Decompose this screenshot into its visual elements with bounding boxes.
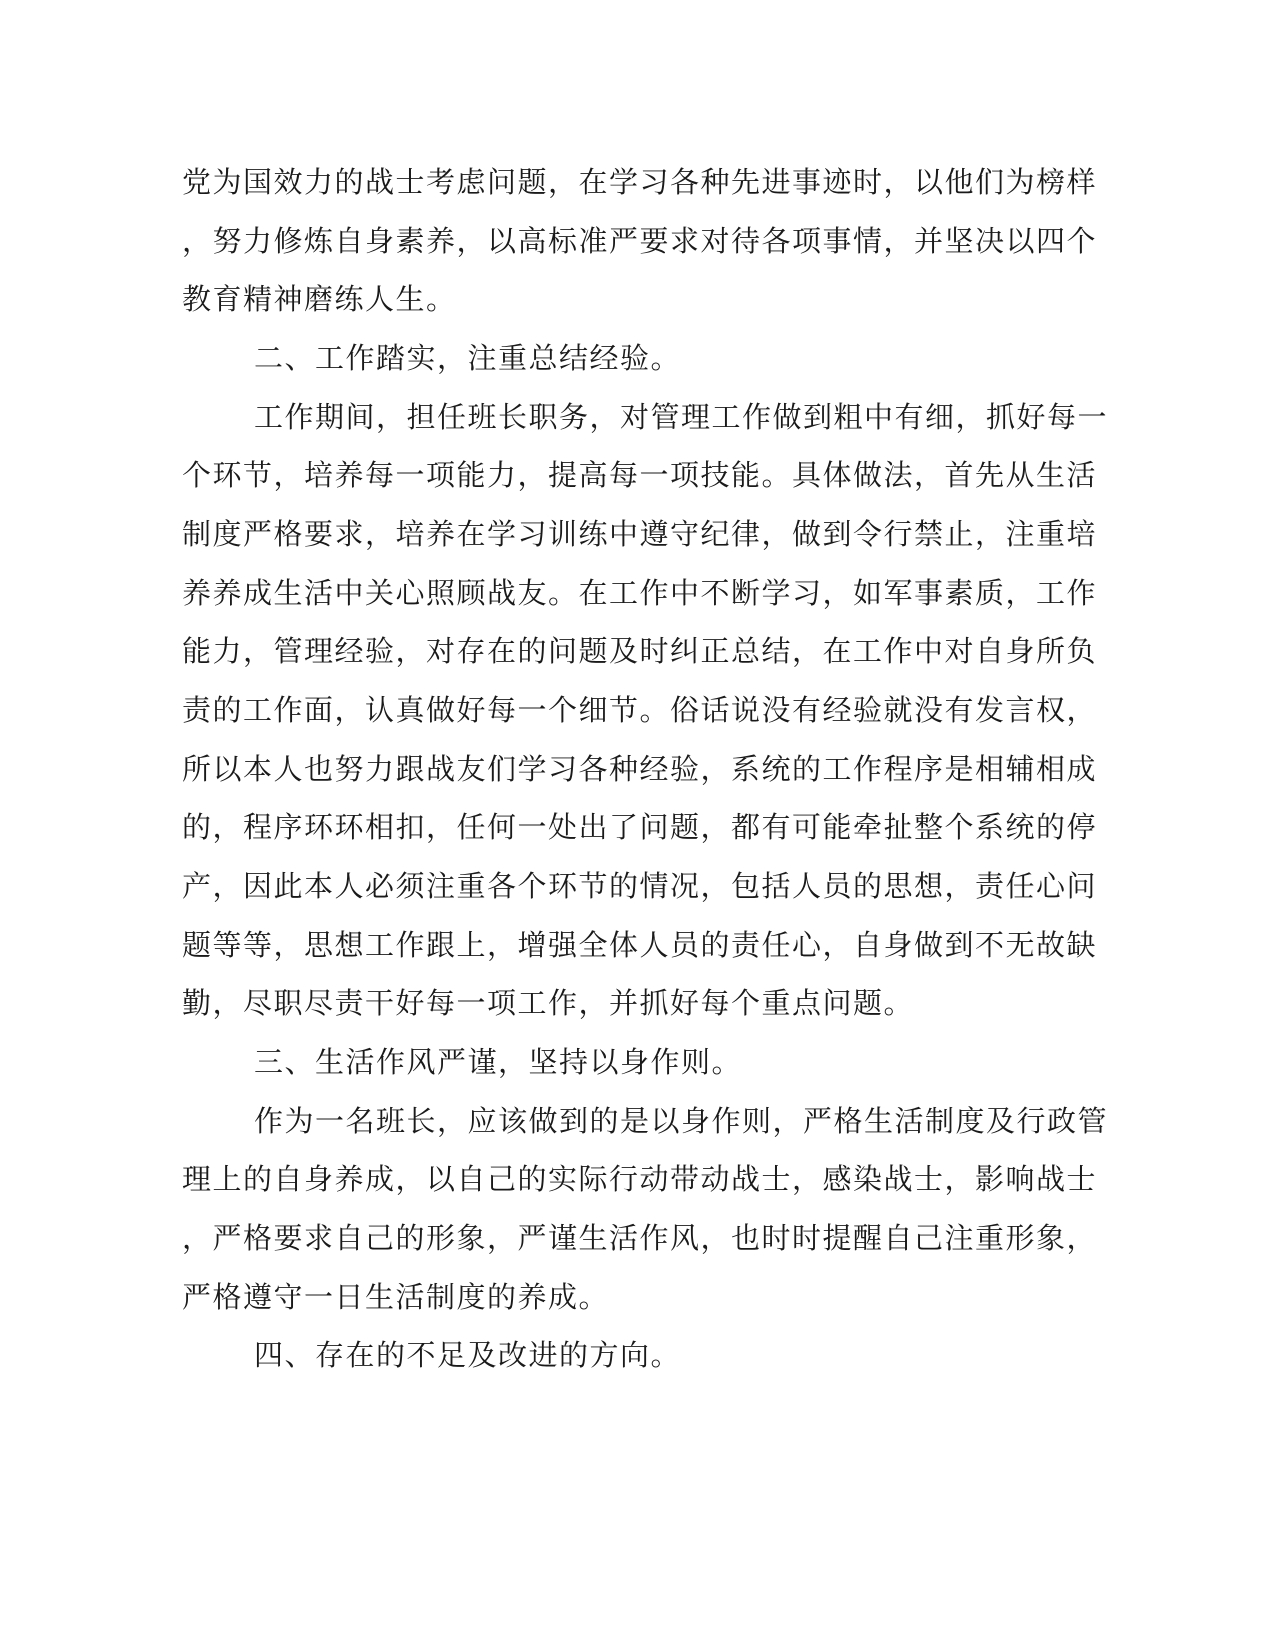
text-line: 教育精神磨练人生。 [182, 282, 457, 316]
text-line: 个环节，培养每一项能力，提高每一项技能。具体做法，首先从生活 [182, 458, 1098, 492]
text-line: 的，程序环环相扣，任何一处出了问题，都有可能牵扯整个系统的停 [182, 810, 1098, 844]
section-heading: 二、工作踏实，注重总结经验。 [254, 341, 682, 375]
text-line: 能力，管理经验，对存在的问题及时纠正总结，在工作中对自身所负 [182, 634, 1098, 668]
text-line: 所以本人也努力跟战友们学习各种经验，系统的工作程序是相辅相成 [182, 752, 1098, 786]
text-line: 养养成生活中关心照顾战友。在工作中不断学习，如军事素质，工作 [182, 576, 1098, 610]
text-line: ，严格要求自己的形象，严谨生活作风，也时时提醒自己注重形象， [182, 1221, 1098, 1255]
text-line: 责的工作面，认真做好每一个细节。俗话说没有经验就没有发言权， [182, 693, 1098, 727]
text-line: 作为一名班长，应该做到的是以身作则，严格生活制度及行政管 [254, 1104, 1109, 1138]
section-heading: 三、生活作风严谨，坚持以身作则。 [254, 1045, 743, 1079]
section-heading: 四、存在的不足及改进的方向。 [254, 1338, 682, 1372]
text-line: ，努力修炼自身素养，以高标准严要求对待各项事情，并坚决以四个 [182, 224, 1098, 258]
text-line: 题等等，思想工作跟上，增强全体人员的责任心，自身做到不无故缺 [182, 928, 1098, 962]
text-line: 勤，尽职尽责干好每一项工作，并抓好每个重点问题。 [182, 986, 915, 1020]
text-line: 严格遵守一日生活制度的养成。 [182, 1280, 610, 1314]
text-line: 产，因此本人必须注重各个环节的情况，包括人员的思想，责任心问 [182, 869, 1098, 903]
text-line: 工作期间，担任班长职务，对管理工作做到粗中有细，抓好每一 [254, 400, 1109, 434]
text-line: 理上的自身养成，以自己的实际行动带动战士，感染战士，影响战士 [182, 1162, 1098, 1196]
text-line: 党为国效力的战士考虑问题，在学习各种先进事迹时，以他们为榜样 [182, 165, 1098, 199]
text-line: 制度严格要求，培养在学习训练中遵守纪律，做到令行禁止，注重培 [182, 517, 1098, 551]
